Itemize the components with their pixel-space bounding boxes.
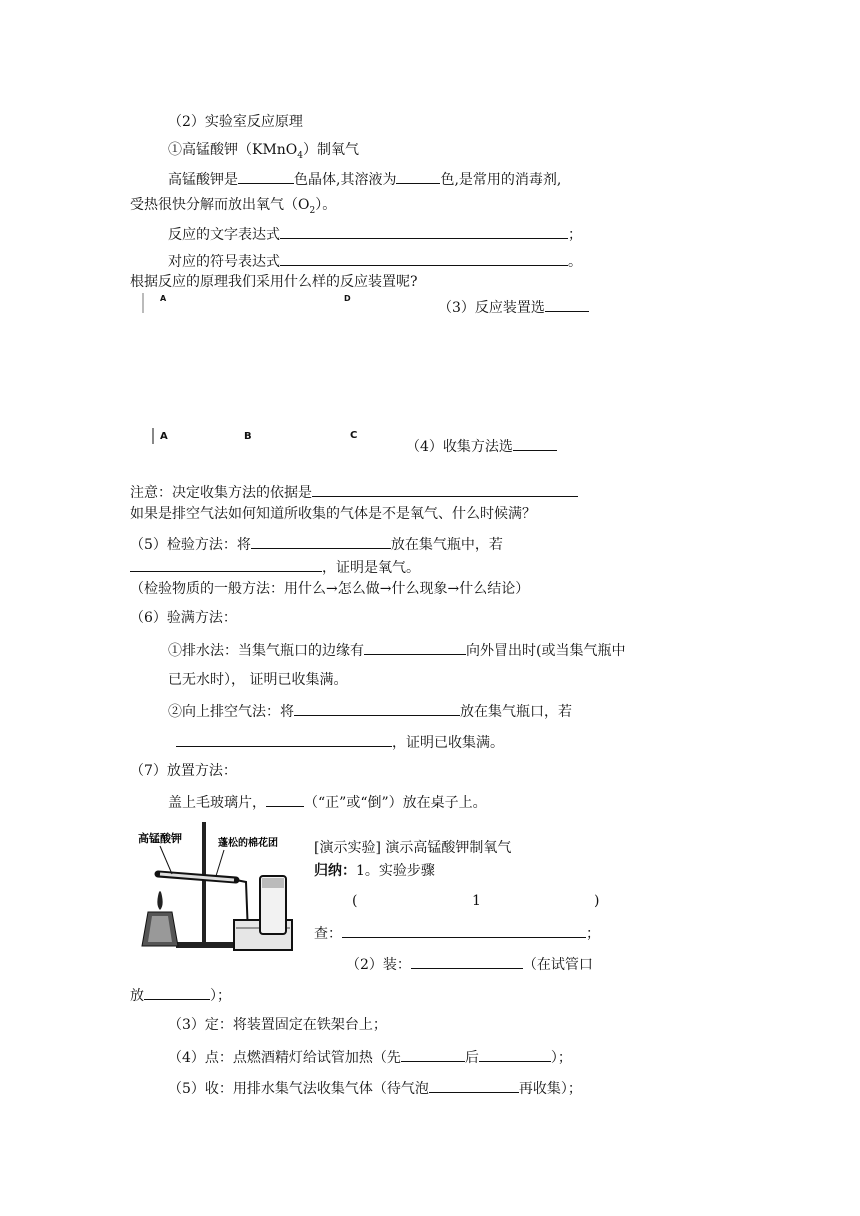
paren-close: )	[594, 893, 600, 909]
placement-blank[interactable]	[266, 792, 304, 807]
device-choice-blank[interactable]	[545, 297, 589, 312]
collect-step: （5）收：用排水集气法收集气体（待气泡 再收集）；	[168, 1078, 582, 1098]
section3-line: （3）反应装置选	[438, 297, 589, 317]
load-blank[interactable]	[411, 954, 523, 969]
collector-label-a: A	[160, 431, 168, 442]
light-step: （4）点：点燃酒精灯给试管加热（先 后 ）；	[168, 1047, 572, 1067]
demo-title: [演示实验] 演示高锰酸钾制氧气	[314, 840, 512, 856]
step-number: 1	[472, 893, 481, 909]
section5-line: （5）检验方法：将 放在集气瓶中，若	[130, 534, 503, 554]
put-line: 放 ）；	[130, 985, 231, 1005]
image-edge-mark	[142, 293, 144, 313]
then-heat-blank[interactable]	[479, 1047, 551, 1062]
image-edge-mark	[152, 428, 154, 444]
color-blank[interactable]	[238, 169, 294, 184]
figure-label-cotton: 蓬松的棉花团	[218, 838, 278, 849]
bubble-blank[interactable]	[364, 640, 466, 655]
kmno4-apparatus-figure	[136, 816, 294, 954]
load-step: （2）装： （在试管口	[346, 954, 593, 974]
apparatus-label-a: A	[160, 294, 167, 303]
word-equation-line: 反应的文字表达式 ；	[168, 224, 582, 244]
apparatus-question: 根据反应的原理我们采用什么样的反应装置呢?	[130, 274, 418, 290]
collector-label-b: B	[244, 431, 252, 442]
apparatus-label-d: D	[344, 294, 351, 303]
general-method: （检验物质的一般方法：用什么→怎么做→什么现象→什么结论）	[130, 581, 530, 597]
air-method-line-2: ，证明已收集满。	[176, 732, 504, 752]
word-equation-blank[interactable]	[280, 224, 568, 239]
kmno4-description-2: 受热很快分解而放出氧气$(O_2)$。	[130, 197, 337, 216]
collector-label-c: C	[350, 430, 358, 441]
kmno4-description: 高锰酸钾是 色晶体,其溶液为 色,是常用的消毒剂,	[168, 169, 561, 189]
air-result-blank[interactable]	[176, 732, 392, 747]
note-question: 如果是排空气法如何知道所收集的气体是不是氧气、什么时候满？	[130, 506, 536, 522]
test-item-blank[interactable]	[251, 534, 391, 549]
check-blank[interactable]	[342, 923, 586, 938]
symbol-equation-blank[interactable]	[280, 251, 568, 266]
section5-line-2: ，证明是氧气。	[130, 557, 420, 577]
bubble-wait-blank[interactable]	[429, 1078, 519, 1093]
collection-choice-blank[interactable]	[513, 436, 557, 451]
solution-color-blank[interactable]	[396, 169, 440, 184]
section4-line: （4）收集方法选	[406, 436, 557, 456]
paren-open: (	[352, 893, 358, 909]
put-blank[interactable]	[144, 985, 210, 1000]
water-method-line: ①排水法：当集气瓶口的边缘有 向外冒出时(或当集气瓶中	[168, 640, 625, 660]
symbol-equation-line: 对应的符号表达式 。	[168, 251, 582, 271]
air-test-blank[interactable]	[294, 701, 460, 716]
test-result-blank[interactable]	[130, 557, 322, 572]
figure-label-kmno4: 高锰酸钾	[138, 832, 182, 845]
basis-blank[interactable]	[312, 482, 578, 497]
note-line: 注意：决定收集方法的依据是	[130, 482, 578, 502]
kmno4-heading: ①高锰酸钾（KMnO$_4$）制氧气	[168, 142, 360, 161]
fix-step: （3）定：将装置固定在铁架台上；	[168, 1017, 387, 1033]
water-method-line-2: 已无水时）， 证明已收集满。	[168, 672, 348, 688]
section6-title: （6）验满方法：	[130, 610, 237, 626]
apparatus-drawing	[136, 816, 294, 954]
placement-line: 盖上毛玻璃片， （“正”或“倒”）放在桌子上。	[168, 792, 487, 812]
first-heat-blank[interactable]	[401, 1047, 465, 1062]
section2-title: （2）实验室反应原理	[168, 114, 303, 130]
section7-title: （7）放置方法：	[130, 763, 237, 779]
air-method-line: ②向上排空气法：将 放在集气瓶口，若	[168, 701, 572, 721]
check-step: 查： ；	[314, 923, 600, 943]
summary-line: 归纳：1。实验步骤	[314, 863, 435, 879]
